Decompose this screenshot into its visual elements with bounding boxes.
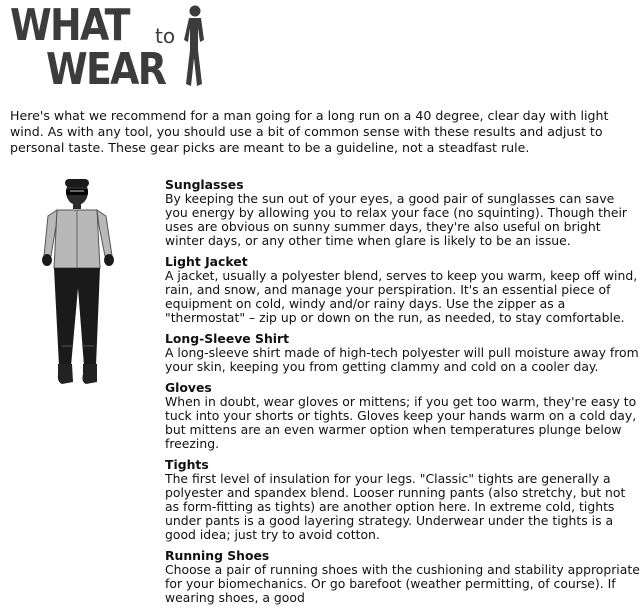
gear-item-gloves [165,381,640,451]
left-shoe-icon [58,364,73,384]
runner-silhouette-icon [180,4,210,90]
gear-item-light-jacket [165,255,640,325]
runner-gear-figure [42,176,124,388]
gear-item-title: Gloves [165,380,212,395]
hat [65,179,89,187]
gear-item-body: A jacket, usually a polyester blend, serves to keep you warm, keep off wind, rain, and snow, and manage your perspiration. It's an essential piece of equipment on cold, windy and/or rainy days. Use the zipper as a "thermostat" – zip up or down on the run, as needed, to stay comfortable. [165,268,638,325]
gear-item-title: Tights [165,457,209,472]
gear-item-body: The first level of insulation for your legs. "Classic" tights are generally a polyester and spandex blend. Looser running pants (also stretchy, but not as form-fitting as tights) are another option here. In extreme cold, tights under pants is a good layering strategy. Underwear under the tights is a good idea; just try to avoid cotton. [165,471,626,542]
gear-item-body: Choose a pair of running shoes with the cushioning and stability appropriate for your biomechanics. Or go barefoot (weather permitting, of course). If wearing shoes, a good [165,562,640,605]
gear-item-long-sleeve-shirt [165,332,640,374]
gear-list [165,178,640,612]
gear-item-title: Long-Sleeve Shirt [165,331,290,346]
gear-item-title: Sunglasses [165,177,244,192]
left-glove-icon [42,254,52,266]
logo-word-what: WHAT [10,0,129,51]
right-shoe-icon [82,364,97,384]
gear-item-running-shoes [165,549,640,605]
intro-paragraph: Here's what we recommend for a man going for a long run on a 40 degree, clear day with light wind. As with any tool, you should use a bit of common sense with these results and adjust to personal taste. These gear picks are meant to be a guideline, not a steadfast rule. [10,108,609,155]
gear-item-body: When in doubt, wear gloves or mittens; if you get too warm, they're easy to tuck into your shorts or tights. Gloves keep your hands warm on a cold day, but mittens are an even warmer option when temperatures plunge below freezing. [165,394,637,451]
gear-item-sunglasses [165,178,640,248]
gear-item-tights [165,458,640,542]
gear-item-title: Light Jacket [165,254,248,269]
logo-word-wear: WEAR [46,44,166,95]
gear-item-body: A long-sleeve shirt made of high-tech polyester will pull moisture away from your skin, keeping you from getting clammy and cold on a cooler day. [165,345,639,374]
gear-item-body: By keeping the sun out of your eyes, a good pair of sunglasses can save you energy by allowing you to relax your face (no squinting). Though their uses are obvious on sunny summer days, they're also useful on bright winter days, or any other time when glare is likely to be an issue. [165,191,627,248]
gear-item-title: Running Shoes [165,548,270,563]
logo-word-to: to [155,24,176,48]
right-glove-icon [104,254,114,266]
what-to-wear-logo [10,0,210,95]
tights [54,268,100,366]
